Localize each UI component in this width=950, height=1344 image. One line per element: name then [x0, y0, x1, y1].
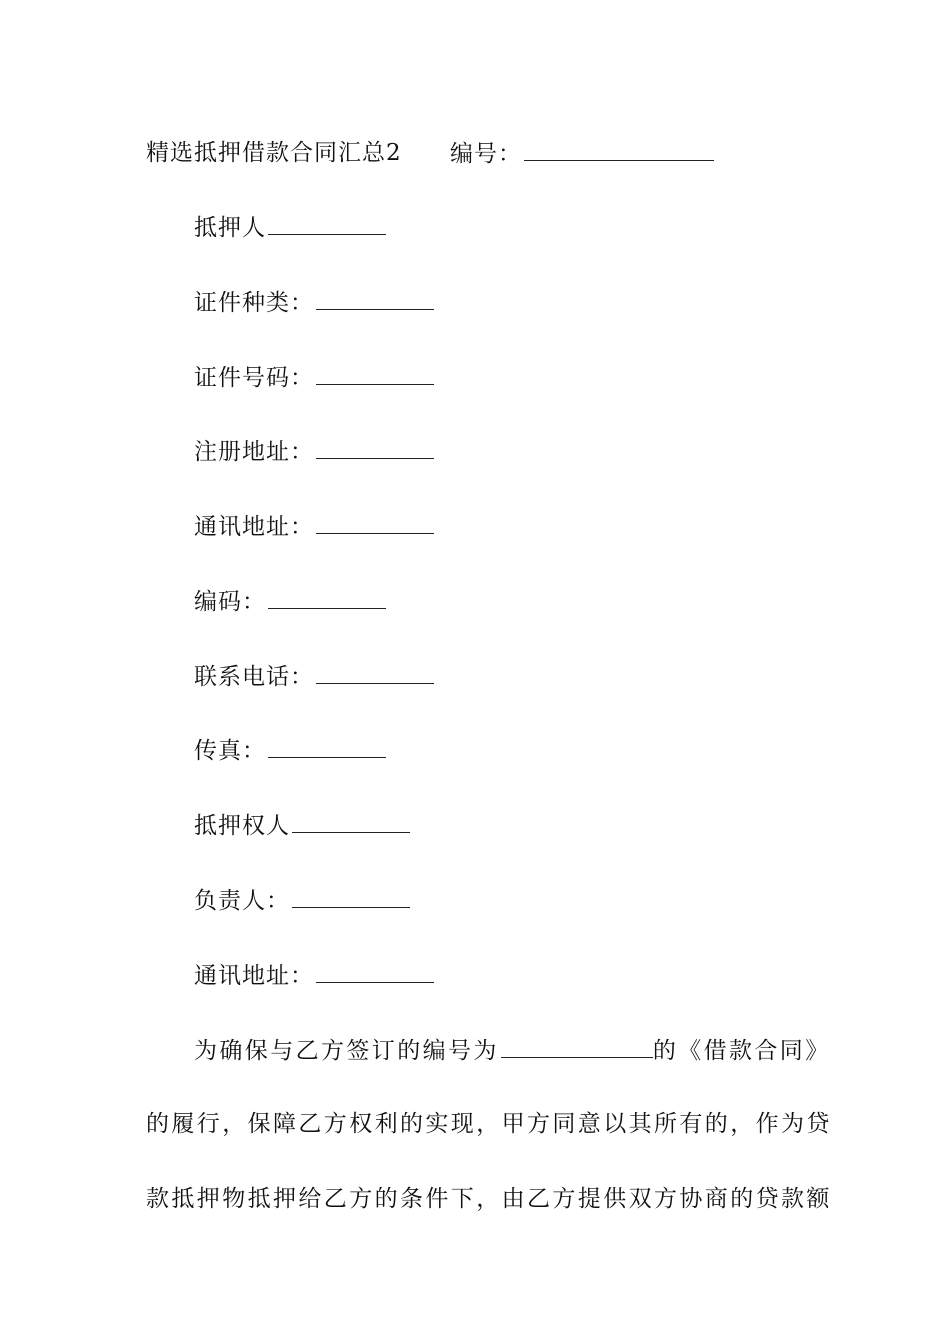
field-label: 证件号码：	[194, 365, 314, 391]
field-id-number	[194, 362, 434, 393]
field-registered-address	[194, 436, 434, 467]
field-mortgagor	[194, 212, 386, 243]
field-fax	[194, 735, 386, 766]
field-blank	[316, 511, 434, 534]
field-label: 注册地址：	[194, 439, 314, 465]
field-label: 通讯地址：	[194, 514, 314, 540]
paragraph-text: 为确保与乙方签订的编号为	[194, 1038, 499, 1064]
body-paragraph-line-2: 的履行，保障乙方权利的实现，甲方同意以其所有的，作为贷	[146, 1111, 832, 1137]
body-paragraph-line-1	[194, 1035, 831, 1066]
field-label: 证件种类：	[194, 290, 314, 316]
contract-number-label: 编号：	[450, 141, 522, 167]
field-label: 联系电话：	[194, 664, 314, 690]
field-blank	[316, 362, 434, 385]
field-blank	[292, 885, 410, 908]
field-blank	[316, 287, 434, 310]
field-blank	[316, 661, 434, 684]
document-title: 精选抵押借款合同汇总2	[146, 140, 402, 166]
field-label: 传真：	[194, 738, 266, 764]
field-person-in-charge	[194, 885, 410, 916]
field-blank	[268, 735, 386, 758]
field-blank	[316, 960, 434, 983]
field-id-type	[194, 287, 434, 318]
field-label: 通讯地址：	[194, 963, 314, 989]
field-blank	[268, 586, 386, 609]
field-postcode	[194, 586, 386, 617]
contract-number-row	[450, 138, 714, 169]
field-blank	[316, 436, 434, 459]
field-label: 编码：	[194, 589, 266, 615]
field-phone	[194, 661, 434, 692]
paragraph-text: 的《借款合同》	[652, 1038, 831, 1064]
body-paragraph-line-3: 款抵押物抵押给乙方的条件下，由乙方提供双方协商的贷款额	[146, 1186, 832, 1212]
contract-number-blank	[524, 138, 714, 161]
field-label: 抵押权人	[194, 813, 290, 839]
field-label: 抵押人	[194, 215, 266, 241]
field-mortgagee	[194, 810, 410, 841]
field-blank	[292, 810, 410, 833]
field-blank	[268, 212, 386, 235]
field-mailing-address	[194, 511, 434, 542]
field-mailing-address-2	[194, 960, 434, 991]
loan-contract-number-blank	[501, 1035, 653, 1058]
field-label: 负责人：	[194, 888, 290, 914]
